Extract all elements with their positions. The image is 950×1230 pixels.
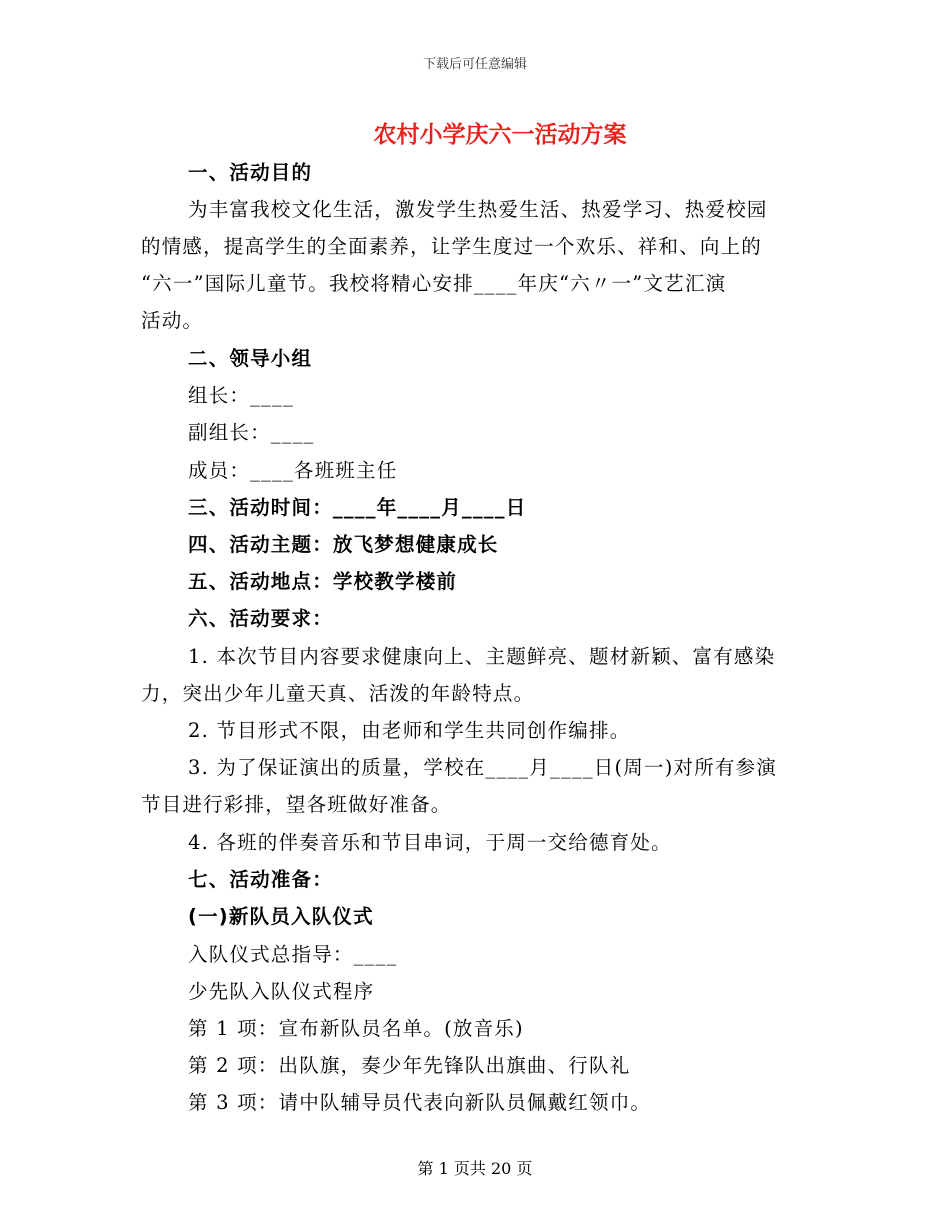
section-heading-preparation: 七、活动准备： bbox=[188, 868, 333, 891]
body-line: 组长：____ bbox=[188, 384, 294, 407]
section-heading-requirements: 六、活动要求： bbox=[188, 607, 333, 630]
list-item: 2. 节目形式不限，由老师和学生共同创作编排。 bbox=[188, 719, 631, 742]
section-heading-leadership: 二、领导小组 bbox=[188, 347, 313, 370]
list-item: 第 1 项：宣布新队员名单。(放音乐) bbox=[188, 1017, 524, 1040]
body-line: 节目进行彩排，望各班做好准备。 bbox=[141, 793, 452, 816]
list-item: 1. 本次节目内容要求健康向上、主题鲜亮、题材新颖、富有感染 bbox=[188, 645, 776, 668]
body-line: 入队仪式总指导：____ bbox=[188, 943, 398, 966]
body-line: 成员：____各班班主任 bbox=[188, 459, 398, 482]
body-line: 副组长：____ bbox=[188, 421, 315, 444]
body-line: 力，突出少年儿童天真、活泼的年龄特点。 bbox=[141, 682, 535, 705]
section-heading-location: 五、活动地点：学校教学楼前 bbox=[188, 570, 458, 593]
header-note: 下载后可任意编辑 bbox=[422, 57, 527, 72]
body-line: “六一”国际儿童节。我校将精心安排____年庆“六〃一”文艺汇演 bbox=[141, 272, 727, 295]
body-line: 的情感，提高学生的全面素养，让学生度过一个欢乐、祥和、向上的 bbox=[141, 235, 763, 258]
list-item: 3. 为了保证演出的质量，学校在____月____日(周一)对所有参演 bbox=[188, 756, 778, 779]
body-line: 活动。 bbox=[141, 309, 204, 332]
page-number: 第 1 页共 20 页 bbox=[417, 1159, 533, 1178]
list-item: 4. 各班的伴奏音乐和节目串词，于周一交给德育处。 bbox=[188, 831, 672, 854]
list-item: 第 3 项：请中队辅导员代表向新队员佩戴红领巾。 bbox=[188, 1091, 652, 1114]
section-heading-time: 三、活动时间：____年____月____日 bbox=[188, 496, 527, 519]
body-line: 为丰富我校文化生活，激发学生热爱生活、热爱学习、热爱校园 bbox=[188, 198, 768, 221]
body-line: 少先队入队仪式程序 bbox=[188, 980, 375, 1003]
document-title: 农村小学庆六一活动方案 bbox=[373, 122, 627, 148]
section-heading-theme: 四、活动主题：放飞梦想健康成长 bbox=[188, 533, 499, 556]
list-item: 第 2 项：出队旗，奏少年先锋队出旗曲、行队礼 bbox=[188, 1054, 631, 1077]
section-heading-purpose: 一、活动目的 bbox=[188, 161, 313, 184]
subsection-heading: (一)新队员入队仪式 bbox=[188, 905, 374, 928]
